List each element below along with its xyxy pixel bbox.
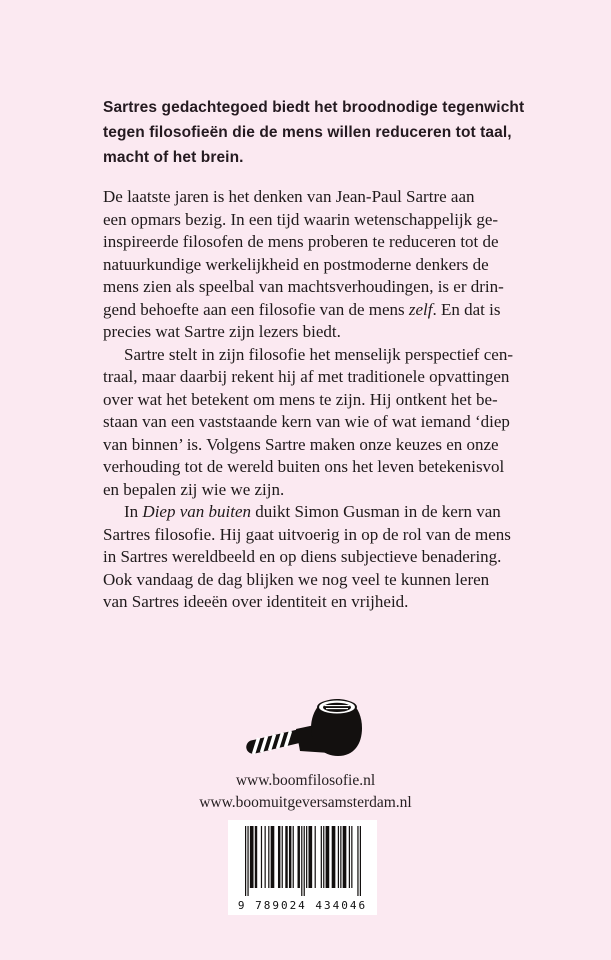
blurb-line: gend behoefte aan een filosofie van de mens zelf. En dat is — [103, 299, 501, 319]
isbn-number: 9 789024 434046 — [237, 899, 368, 912]
intro-line: macht of het brein. — [103, 149, 244, 166]
blurb-paragraph — [103, 344, 513, 502]
publisher-websites — [0, 770, 611, 814]
blurb-line: in Sartres wereldbeeld en op diens subjectieve benadering. — [103, 547, 502, 566]
intro-line: Sartres gedachtegoed biedt het broodnodige tegenwicht — [103, 99, 525, 116]
blurb-body — [103, 186, 513, 614]
smoking-pipe-icon — [244, 692, 368, 764]
blurb-line: In Diep van buiten duikt Simon Gusman in de kern van — [124, 502, 501, 521]
publisher-url: www.boomfilosofie.nl — [235, 772, 376, 789]
intro-line: tegen filosofieën die de mens willen reduceren tot taal, — [103, 124, 512, 141]
blurb-line: De laatste jaren is het denken van Jean-Paul Sartre aan — [103, 187, 475, 206]
blurb-line: Sartre stelt in zijn filosofie het menselijk perspectief cen- — [124, 344, 513, 364]
blurb-line: mens zien als speelbal van machtsverhoudingen, is er drin- — [103, 277, 504, 296]
blurb-line: Ook vandaag de dag blijken we nog veel te kunnen leren — [103, 569, 490, 589]
barcode-bars — [245, 826, 361, 896]
blurb-paragraph — [103, 186, 513, 344]
blurb-line: over wat het betekent om mens te zijn. Hij ontkent het be- — [103, 389, 498, 409]
blurb-paragraph — [103, 501, 513, 614]
blurb-line: verhouding tot de wereld buiten ons het leven betekenisvol — [103, 457, 505, 476]
blurb-line: precies wat Sartre zijn lezers biedt. — [103, 322, 341, 341]
blurb-line: traal, maar daarbij rekent hij af met traditionele opvattingen — [103, 367, 510, 386]
publisher-url: www.boomuitgeversamsterdam.nl — [199, 794, 412, 811]
isbn-barcode — [228, 820, 377, 915]
blurb-line: en bepalen zij wie we zijn. — [103, 479, 285, 499]
blurb-line: van binnen’ is. Volgens Sartre maken onze keuzes en onze — [103, 434, 499, 454]
blurb-line: Sartres filosofie. Hij gaat uitvoerig in op de rol van de mens — [103, 524, 511, 544]
blurb-line: staan van een vaststaande kern van wie of wat iemand ‘diep — [103, 412, 510, 431]
blurb-intro — [103, 95, 524, 170]
blurb-line: van Sartres ideeën over identiteit en vrijheid. — [103, 592, 409, 611]
blurb-line: inspireerde filosofen de mens proberen te reduceren tot de — [103, 232, 499, 251]
blurb-line: natuurkundige werkelijkheid en postmoderne denkers de — [103, 254, 489, 274]
blurb-line: een opmars bezig. In een tijd waarin wetenschappelijk ge- — [103, 209, 499, 229]
